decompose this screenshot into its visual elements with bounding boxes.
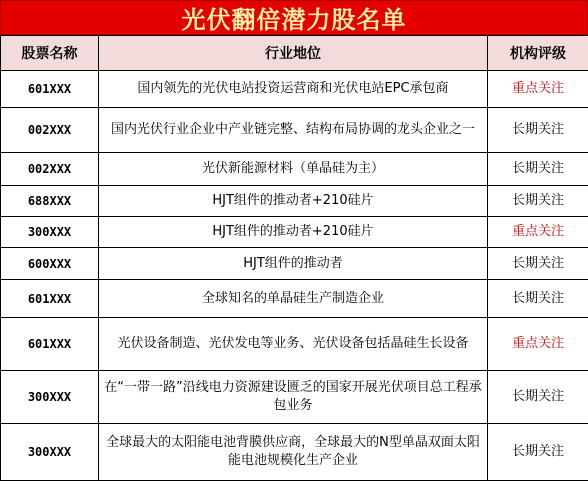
stock-code: 300XXX xyxy=(1,217,99,248)
rating-badge: 长期关注 xyxy=(488,186,588,217)
stock-table xyxy=(0,35,588,481)
industry-position: 在“一带一路”沿线电力资源建设匮乏的国家开展光伏项目总工程承包业务 xyxy=(99,371,488,424)
industry-position: 国内领先的光伏电站投资运营商和光伏电站EPC承包商 xyxy=(99,71,488,108)
stock-code: 002XXX xyxy=(1,153,99,186)
industry-position: 全球知名的单晶硅生产制造企业 xyxy=(99,280,488,318)
table-header-row xyxy=(1,36,588,71)
header-code: 股票名称 xyxy=(1,36,99,71)
rating-badge: 长期关注 xyxy=(488,153,588,186)
rating-badge: 重点关注 xyxy=(488,318,588,371)
header-rating: 机构评级 xyxy=(488,36,588,71)
rating-badge: 重点关注 xyxy=(488,71,588,108)
stock-code: 300XXX xyxy=(1,371,99,424)
stock-code: 300XXX xyxy=(1,424,99,481)
header-position: 行业地位 xyxy=(99,36,488,71)
table-row xyxy=(1,71,588,108)
rating-badge: 长期关注 xyxy=(488,371,588,424)
stock-code: 601XXX xyxy=(1,318,99,371)
rating-badge: 长期关注 xyxy=(488,424,588,481)
table-row xyxy=(1,186,588,217)
industry-position: HJT组件的推动者 xyxy=(99,248,488,280)
stock-code: 601XXX xyxy=(1,71,99,108)
stock-code: 600XXX xyxy=(1,248,99,280)
table-row xyxy=(1,217,588,248)
industry-position: 光伏新能源材料（单晶硅为主） xyxy=(99,153,488,186)
table-row xyxy=(1,108,588,153)
table-row xyxy=(1,318,588,371)
table-row xyxy=(1,248,588,280)
industry-position: 光伏设备制造、光伏发电等业务、光伏设备包括晶硅生长设备 xyxy=(99,318,488,371)
industry-position: HJT组件的推动者+210硅片 xyxy=(99,186,488,217)
rating-badge: 长期关注 xyxy=(488,280,588,318)
rating-badge: 重点关注 xyxy=(488,217,588,248)
document-title: 光伏翻倍潜力股名单 xyxy=(0,0,588,35)
table-row xyxy=(1,153,588,186)
table-row xyxy=(1,424,588,481)
stock-code: 688XXX xyxy=(1,186,99,217)
stock-code: 002XXX xyxy=(1,108,99,153)
industry-position: 国内光伏行业企业中产业链完整、结构布局协调的龙头企业之一 xyxy=(99,108,488,153)
table-row xyxy=(1,280,588,318)
industry-position: 全球最大的太阳能电池背膜供应商，全球最大的N型单晶双面太阳能电池规模化生产企业 xyxy=(99,424,488,481)
rating-badge: 长期关注 xyxy=(488,248,588,280)
stock-code: 601XXX xyxy=(1,280,99,318)
table-row xyxy=(1,371,588,424)
rating-badge: 长期关注 xyxy=(488,108,588,153)
industry-position: HJT组件的推动者+210硅片 xyxy=(99,217,488,248)
